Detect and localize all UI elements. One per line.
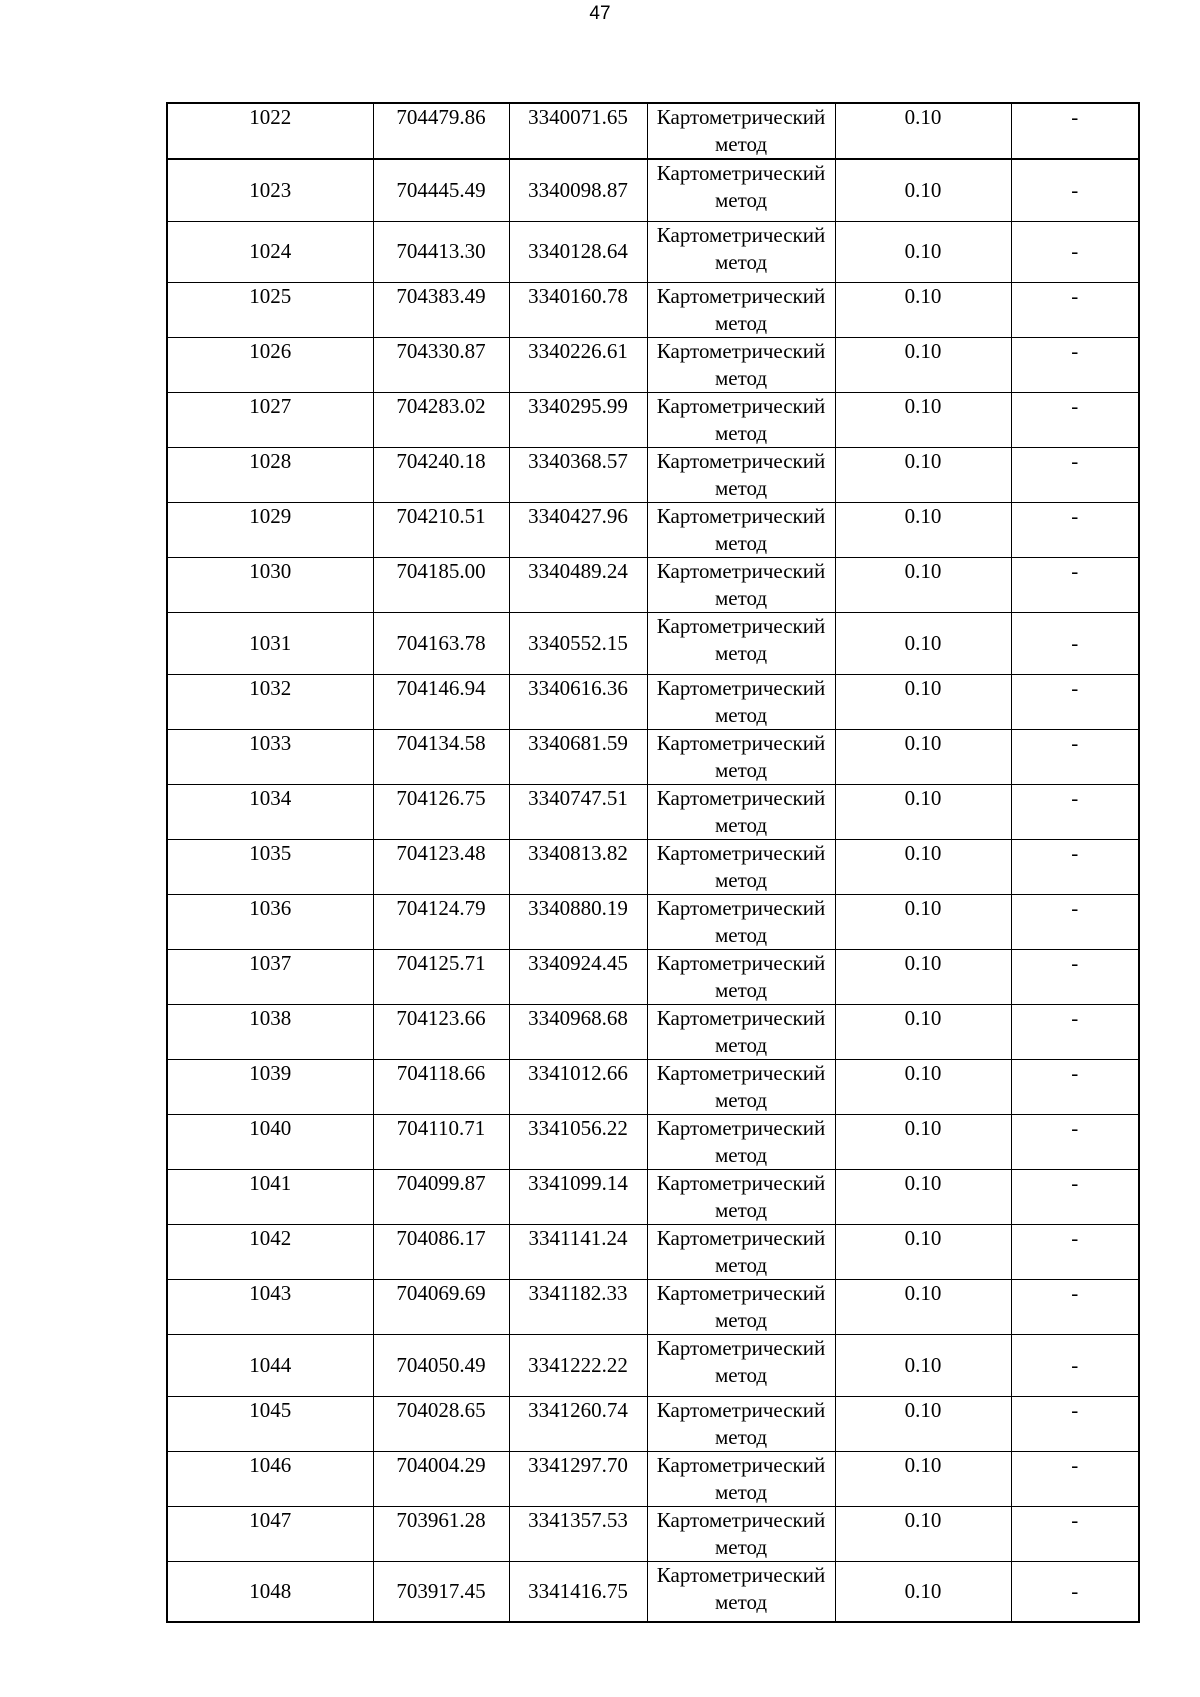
method-line-2: метод: [714, 1362, 768, 1387]
accuracy-cell: 0.10: [835, 447, 1011, 502]
x-coordinate-cell: 704126.75: [373, 784, 509, 839]
y-coordinate-cell: 3341182.33: [509, 1279, 647, 1334]
method-cell: [647, 1506, 835, 1561]
note-cell: -: [1011, 103, 1139, 159]
point-number-cell: 1023: [167, 159, 373, 221]
method-line-2: метод: [714, 132, 768, 156]
table-row: [167, 729, 1139, 784]
table-row: [167, 1169, 1139, 1224]
method-cell: [647, 784, 835, 839]
accuracy-cell: 0.10: [835, 1224, 1011, 1279]
x-coordinate-cell: 704050.49: [373, 1334, 509, 1396]
method-cell: [647, 1004, 835, 1059]
note-cell: -: [1011, 729, 1139, 784]
accuracy-cell: 0.10: [835, 1561, 1011, 1622]
accuracy-cell: 0.10: [835, 337, 1011, 392]
point-number-cell: 1047: [167, 1506, 373, 1561]
point-number-cell: 1043: [167, 1279, 373, 1334]
accuracy-cell: 0.10: [835, 1114, 1011, 1169]
note-cell: -: [1011, 784, 1139, 839]
method-line-2: метод: [714, 867, 768, 892]
x-coordinate-cell: 703961.28: [373, 1506, 509, 1561]
table-row: [167, 282, 1139, 337]
y-coordinate-cell: 3341416.75: [509, 1561, 647, 1622]
x-coordinate-cell: 704004.29: [373, 1451, 509, 1506]
method-line-1: Картометрический: [656, 1170, 826, 1195]
method-line-2: метод: [714, 1479, 768, 1504]
note-cell: -: [1011, 1114, 1139, 1169]
table-row: [167, 1451, 1139, 1506]
point-number-cell: 1037: [167, 949, 373, 1004]
table-row: [167, 159, 1139, 221]
y-coordinate-cell: 3341141.24: [509, 1224, 647, 1279]
x-coordinate-cell: 704185.00: [373, 557, 509, 612]
accuracy-cell: 0.10: [835, 1451, 1011, 1506]
method-line-2: метод: [714, 585, 768, 610]
note-cell: -: [1011, 221, 1139, 282]
x-coordinate-cell: 704118.66: [373, 1059, 509, 1114]
method-line-1: Картометрический: [656, 1507, 826, 1532]
y-coordinate-cell: 3340880.19: [509, 894, 647, 949]
table-row: [167, 1396, 1139, 1451]
accuracy-cell: 0.10: [835, 894, 1011, 949]
point-number-cell: 1041: [167, 1169, 373, 1224]
accuracy-cell: 0.10: [835, 221, 1011, 282]
method-line-2: метод: [714, 1589, 768, 1614]
y-coordinate-cell: 3340098.87: [509, 159, 647, 221]
x-coordinate-cell: 704210.51: [373, 502, 509, 557]
x-coordinate-cell: 704445.49: [373, 159, 509, 221]
method-line-1: Картометрический: [656, 503, 826, 528]
x-coordinate-cell: 704240.18: [373, 447, 509, 502]
note-cell: -: [1011, 839, 1139, 894]
method-line-1: Картометрический: [656, 1225, 826, 1250]
note-cell: -: [1011, 1451, 1139, 1506]
note-cell: -: [1011, 1004, 1139, 1059]
x-coordinate-cell: 704383.49: [373, 282, 509, 337]
note-cell: -: [1011, 1059, 1139, 1114]
method-line-2: метод: [714, 977, 768, 1002]
point-number-cell: 1039: [167, 1059, 373, 1114]
point-number-cell: 1029: [167, 502, 373, 557]
note-cell: -: [1011, 1506, 1139, 1561]
method-cell: [647, 949, 835, 1004]
y-coordinate-cell: 3341357.53: [509, 1506, 647, 1561]
note-cell: -: [1011, 1561, 1139, 1622]
note-cell: -: [1011, 1396, 1139, 1451]
method-cell: [647, 729, 835, 784]
note-cell: -: [1011, 159, 1139, 221]
point-number-cell: 1046: [167, 1451, 373, 1506]
method-line-1: Картометрический: [656, 1005, 826, 1030]
method-line-1: Картометрический: [656, 448, 826, 473]
x-coordinate-cell: 704283.02: [373, 392, 509, 447]
point-number-cell: 1034: [167, 784, 373, 839]
method-line-1: Картометрический: [656, 283, 826, 308]
method-cell: [647, 557, 835, 612]
y-coordinate-cell: 3341222.22: [509, 1334, 647, 1396]
method-cell: [647, 1451, 835, 1506]
method-line-1: Картометрический: [656, 1397, 826, 1422]
note-cell: -: [1011, 612, 1139, 674]
y-coordinate-cell: 3340427.96: [509, 502, 647, 557]
method-line-1: Картометрический: [656, 222, 826, 247]
point-number-cell: 1035: [167, 839, 373, 894]
method-cell: [647, 337, 835, 392]
note-cell: -: [1011, 1334, 1139, 1396]
method-cell: [647, 1059, 835, 1114]
y-coordinate-cell: 3340160.78: [509, 282, 647, 337]
method-line-2: метод: [714, 1087, 768, 1112]
y-coordinate-cell: 3340747.51: [509, 784, 647, 839]
y-coordinate-cell: 3340128.64: [509, 221, 647, 282]
method-line-2: метод: [714, 1252, 768, 1277]
accuracy-cell: 0.10: [835, 1334, 1011, 1396]
y-coordinate-cell: 3340968.68: [509, 1004, 647, 1059]
point-number-cell: 1045: [167, 1396, 373, 1451]
method-cell: [647, 159, 835, 221]
method-cell: [647, 1561, 835, 1622]
point-number-cell: 1044: [167, 1334, 373, 1396]
point-number-cell: 1024: [167, 221, 373, 282]
point-number-cell: 1042: [167, 1224, 373, 1279]
table-body: [167, 103, 1139, 1622]
note-cell: -: [1011, 557, 1139, 612]
method-cell: [647, 1224, 835, 1279]
method-cell: [647, 447, 835, 502]
method-cell: [647, 221, 835, 282]
method-line-1: Картометрический: [656, 1562, 826, 1587]
y-coordinate-cell: 3340616.36: [509, 674, 647, 729]
note-cell: -: [1011, 282, 1139, 337]
accuracy-cell: 0.10: [835, 784, 1011, 839]
accuracy-cell: 0.10: [835, 1279, 1011, 1334]
x-coordinate-cell: 704123.48: [373, 839, 509, 894]
table-row: [167, 674, 1139, 729]
point-number-cell: 1022: [167, 103, 373, 159]
method-cell: [647, 612, 835, 674]
accuracy-cell: 0.10: [835, 1169, 1011, 1224]
note-cell: -: [1011, 949, 1139, 1004]
method-line-2: метод: [714, 640, 768, 665]
table-row: [167, 221, 1139, 282]
method-line-2: метод: [714, 1032, 768, 1057]
accuracy-cell: 0.10: [835, 949, 1011, 1004]
method-line-1: Картометрический: [656, 613, 826, 638]
method-line-1: Картометрический: [656, 675, 826, 700]
method-line-1: Картометрический: [656, 785, 826, 810]
coordinates-table: [166, 102, 1140, 1623]
page-number: 47: [589, 3, 611, 24]
note-cell: -: [1011, 337, 1139, 392]
x-coordinate-cell: 704330.87: [373, 337, 509, 392]
accuracy-cell: 0.10: [835, 674, 1011, 729]
table-row: [167, 1506, 1139, 1561]
method-line-1: Картометрический: [656, 1452, 826, 1477]
table-row: [167, 894, 1139, 949]
method-line-2: метод: [714, 1424, 768, 1449]
method-line-1: Картометрический: [656, 1115, 826, 1140]
table-row: [167, 103, 1139, 159]
accuracy-cell: 0.10: [835, 1004, 1011, 1059]
method-line-1: Картометрический: [656, 840, 826, 865]
method-cell: [647, 1279, 835, 1334]
method-line-2: метод: [714, 1142, 768, 1167]
method-line-2: метод: [714, 1307, 768, 1332]
method-line-2: метод: [714, 310, 768, 335]
method-cell: [647, 282, 835, 337]
x-coordinate-cell: 704110.71: [373, 1114, 509, 1169]
method-line-2: метод: [714, 365, 768, 390]
note-cell: -: [1011, 392, 1139, 447]
x-coordinate-cell: 704163.78: [373, 612, 509, 674]
accuracy-cell: 0.10: [835, 392, 1011, 447]
method-line-1: Картометрический: [656, 338, 826, 363]
method-line-1: Картометрический: [656, 558, 826, 583]
table-row: [167, 839, 1139, 894]
table-row: [167, 1114, 1139, 1169]
method-cell: [647, 1334, 835, 1396]
y-coordinate-cell: 3341056.22: [509, 1114, 647, 1169]
method-line-1: Картометрический: [656, 895, 826, 920]
method-line-2: метод: [714, 420, 768, 445]
point-number-cell: 1033: [167, 729, 373, 784]
table-row: [167, 1334, 1139, 1396]
accuracy-cell: 0.10: [835, 839, 1011, 894]
table-row: [167, 949, 1139, 1004]
method-line-2: метод: [714, 249, 768, 274]
method-cell: [647, 392, 835, 447]
table-row: [167, 557, 1139, 612]
method-cell: [647, 1114, 835, 1169]
accuracy-cell: 0.10: [835, 103, 1011, 159]
method-line-2: метод: [714, 475, 768, 500]
method-cell: [647, 1396, 835, 1451]
note-cell: -: [1011, 1279, 1139, 1334]
method-line-2: метод: [714, 188, 768, 212]
method-line-1: Картометрический: [656, 161, 826, 185]
method-cell: [647, 103, 835, 159]
note-cell: -: [1011, 674, 1139, 729]
accuracy-cell: 0.10: [835, 282, 1011, 337]
x-coordinate-cell: 704028.65: [373, 1396, 509, 1451]
x-coordinate-cell: 704069.69: [373, 1279, 509, 1334]
y-coordinate-cell: 3340226.61: [509, 337, 647, 392]
note-cell: -: [1011, 1224, 1139, 1279]
y-coordinate-cell: 3340813.82: [509, 839, 647, 894]
x-coordinate-cell: 704146.94: [373, 674, 509, 729]
method-line-2: метод: [714, 812, 768, 837]
accuracy-cell: 0.10: [835, 502, 1011, 557]
y-coordinate-cell: 3341260.74: [509, 1396, 647, 1451]
method-line-2: метод: [714, 530, 768, 555]
table-row: [167, 502, 1139, 557]
method-cell: [647, 894, 835, 949]
method-cell: [647, 1169, 835, 1224]
table-row: [167, 1059, 1139, 1114]
accuracy-cell: 0.10: [835, 612, 1011, 674]
table-row: [167, 1004, 1139, 1059]
method-line-2: метод: [714, 757, 768, 782]
point-number-cell: 1040: [167, 1114, 373, 1169]
x-coordinate-cell: 704086.17: [373, 1224, 509, 1279]
point-number-cell: 1038: [167, 1004, 373, 1059]
method-line-1: Картометрический: [656, 1335, 826, 1360]
x-coordinate-cell: 704099.87: [373, 1169, 509, 1224]
table-row: [167, 337, 1139, 392]
accuracy-cell: 0.10: [835, 557, 1011, 612]
point-number-cell: 1032: [167, 674, 373, 729]
accuracy-cell: 0.10: [835, 1506, 1011, 1561]
note-cell: -: [1011, 502, 1139, 557]
note-cell: -: [1011, 1169, 1139, 1224]
y-coordinate-cell: 3341012.66: [509, 1059, 647, 1114]
accuracy-cell: 0.10: [835, 729, 1011, 784]
method-line-2: метод: [714, 1197, 768, 1222]
x-coordinate-cell: 704479.86: [373, 103, 509, 159]
y-coordinate-cell: 3340489.24: [509, 557, 647, 612]
y-coordinate-cell: 3341297.70: [509, 1451, 647, 1506]
table-row: [167, 612, 1139, 674]
point-number-cell: 1028: [167, 447, 373, 502]
table-row: [167, 1561, 1139, 1622]
note-cell: -: [1011, 447, 1139, 502]
table-row: [167, 447, 1139, 502]
x-coordinate-cell: 704123.66: [373, 1004, 509, 1059]
y-coordinate-cell: 3340681.59: [509, 729, 647, 784]
method-line-2: метод: [714, 922, 768, 947]
accuracy-cell: 0.10: [835, 1059, 1011, 1114]
table-row: [167, 1224, 1139, 1279]
x-coordinate-cell: 704413.30: [373, 221, 509, 282]
point-number-cell: 1026: [167, 337, 373, 392]
y-coordinate-cell: 3340295.99: [509, 392, 647, 447]
y-coordinate-cell: 3341099.14: [509, 1169, 647, 1224]
method-line-1: Картометрический: [656, 105, 826, 129]
x-coordinate-cell: 703917.45: [373, 1561, 509, 1622]
method-cell: [647, 839, 835, 894]
x-coordinate-cell: 704124.79: [373, 894, 509, 949]
note-cell: -: [1011, 894, 1139, 949]
method-line-1: Картометрический: [656, 1060, 826, 1085]
x-coordinate-cell: 704134.58: [373, 729, 509, 784]
table-row: [167, 392, 1139, 447]
x-coordinate-cell: 704125.71: [373, 949, 509, 1004]
table-row: [167, 1279, 1139, 1334]
point-number-cell: 1031: [167, 612, 373, 674]
method-line-1: Картометрический: [656, 1280, 826, 1305]
method-cell: [647, 502, 835, 557]
method-line-1: Картометрический: [656, 950, 826, 975]
table-row: [167, 784, 1139, 839]
method-line-2: метод: [714, 702, 768, 727]
accuracy-cell: 0.10: [835, 159, 1011, 221]
method-line-2: метод: [714, 1534, 768, 1559]
method-line-1: Картометрический: [656, 730, 826, 755]
method-cell: [647, 674, 835, 729]
y-coordinate-cell: 3340071.65: [509, 103, 647, 159]
point-number-cell: 1025: [167, 282, 373, 337]
point-number-cell: 1030: [167, 557, 373, 612]
accuracy-cell: 0.10: [835, 1396, 1011, 1451]
point-number-cell: 1036: [167, 894, 373, 949]
y-coordinate-cell: 3340552.15: [509, 612, 647, 674]
point-number-cell: 1048: [167, 1561, 373, 1622]
method-line-1: Картометрический: [656, 393, 826, 418]
y-coordinate-cell: 3340924.45: [509, 949, 647, 1004]
point-number-cell: 1027: [167, 392, 373, 447]
y-coordinate-cell: 3340368.57: [509, 447, 647, 502]
